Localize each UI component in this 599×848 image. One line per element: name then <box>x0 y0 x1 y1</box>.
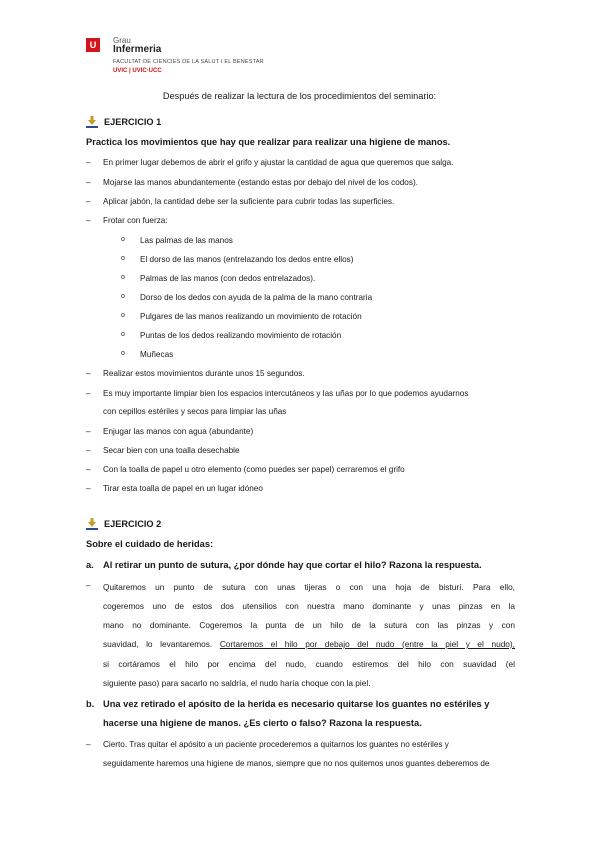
sub-list-item-text: El dorso de las manos (entrelazando los dedos entre ellos) <box>140 255 354 264</box>
bullet-marker: o <box>121 236 125 243</box>
logo-mark: U <box>86 38 100 52</box>
bullet-marker: o <box>121 331 125 338</box>
exercise-1-title: Practica los movimientos que hay que realizar para realizar una higiene de manos. <box>86 137 451 147</box>
dash-marker: – <box>86 158 91 167</box>
answer-line: si cortáramos el hilo por encima del nudo, cuando estiremos del hilo con suavidad (el <box>103 659 515 669</box>
bullet-marker: o <box>121 255 125 262</box>
dash-marker: – <box>86 446 91 455</box>
sub-list-item-text: Pulgares de las manos realizando un movimiento de rotación <box>140 312 362 321</box>
list-item-text: Aplicar jabón, la cantidad debe ser la suficiente para cubrir todas las superficies. <box>103 197 395 206</box>
list-item-text: Realizar estos movimientos durante unos 15 segundos. <box>103 369 305 378</box>
exercise-2-label: EJERCICIO 2 <box>104 519 162 529</box>
exercise-2-heading <box>86 518 161 530</box>
question-letter: a. <box>86 560 94 570</box>
question-text: hacerse una higiene de manos. ¿Es cierto o falso? Razona la respuesta. <box>103 718 422 728</box>
answer-line: mano no dominante. Cogeremos la punta de un hilo de la sutura con las pinzas y con <box>103 620 515 630</box>
dash-marker: – <box>86 197 91 206</box>
logo-university: UVIC | UVIC·UCC <box>113 68 162 74</box>
dash-marker: – <box>86 216 91 225</box>
question-letter: b. <box>86 699 95 709</box>
dash-marker: – <box>86 427 91 436</box>
intro-text: Después de realizar la lectura de los procedimientos del seminario: <box>162 91 437 101</box>
question-text: Una vez retirado el apósito de la herida es necesario quitarse los guantes no estériles y <box>103 699 490 709</box>
answer-line: seguidamente haremos una higiene de manos, siempre que no nos quitemos unos guantes deberemos de <box>103 759 490 768</box>
exercise-2-title: Sobre el cuidado de heridas: <box>86 539 214 549</box>
answer-line: Cierto. Tras quitar el apósito a un paciente procederemos a quitarnos los guantes no estériles y <box>103 740 449 749</box>
answer-line: siguiente paso) para sacarlo no saldría, el nudo haría choque con la piel. <box>103 678 371 688</box>
sub-list-item-text: Palmas de las manos (con dedos entrelazados). <box>140 274 316 283</box>
bullet-marker: o <box>121 312 125 319</box>
dash-marker: – <box>86 369 91 378</box>
logo-faculty: FACULTAT DE CIENCIES DE LA SALUT I EL BENESTAR <box>113 59 264 65</box>
list-item-text: Secar bien con una toalla desechable <box>103 446 240 455</box>
answer-underlined: Cortaremos el hilo por debajo del nudo (entre la piel y el nudo), <box>219 639 515 649</box>
arrow-down-icon <box>86 518 98 530</box>
question-text: Al retirar un punto de sutura, ¿por dónde hay que cortar el hilo? Razona la respuesta. <box>103 560 482 570</box>
arrow-down-icon <box>86 116 98 128</box>
list-item-text: Con la toalla de papel u otro elemento (como puedes ser papel) cerraremos el grifo <box>103 465 405 474</box>
bullet-marker: o <box>121 350 125 357</box>
sub-list-item-text: Puntas de los dedos realizando movimiento de rotación <box>140 331 342 340</box>
list-item-text: con cepillos estériles y secos para limpiar las uñas <box>103 407 287 416</box>
list-item-text: En primer lugar debemos de abrir el grifo y ajustar la cantidad de agua que queremos que salga. <box>103 158 454 167</box>
logo-title: Infermeria <box>113 44 162 55</box>
exercise-1-label: EJERCICIO 1 <box>104 117 162 127</box>
answer-line: Quitaremos un punto de sutura con unas tijeras o con una hoja de bisturí. Para ello, <box>103 582 515 592</box>
sub-list-item-text: Dorso de los dedos con ayuda de la palma de la mano contraria <box>140 293 373 302</box>
sub-list-item-text: Las palmas de las manos <box>140 236 233 245</box>
dash-marker: – <box>86 740 91 749</box>
list-item-text: Mojarse las manos abundantemente (estando estas por debajo del nivel de los codos). <box>103 178 418 187</box>
list-item-text: Enjugar las manos con agua (abundante) <box>103 427 254 436</box>
answer-line: cogeremos uno de estos dos utensilios con nuestra mano dominante y unas pinzas en la <box>103 601 515 611</box>
list-item-text: Tirar esta toalla de papel en un lugar idóneo <box>103 484 263 493</box>
list-item-text: Es muy importante limpiar bien los espacios intercutáneos y las uñas por lo que podemos ayudarnos <box>103 389 469 398</box>
exercise-1-heading <box>86 116 161 128</box>
logo-grau: Grau <box>113 36 131 45</box>
dash-marker: – <box>86 389 91 398</box>
answer-line-start: suavidad, lo levantaremos. <box>103 639 213 649</box>
answer-line-split <box>103 639 515 649</box>
list-item-text: Frotar con fuerza: <box>103 216 168 225</box>
university-logo <box>86 38 326 82</box>
dash-marker: – <box>86 178 91 187</box>
dash-marker: – <box>86 465 91 474</box>
bullet-marker: o <box>121 293 125 300</box>
dash-marker: – <box>86 581 91 590</box>
dash-marker: – <box>86 484 91 493</box>
bullet-marker: o <box>121 274 125 281</box>
sub-list-item-text: Muñecas <box>140 350 174 359</box>
